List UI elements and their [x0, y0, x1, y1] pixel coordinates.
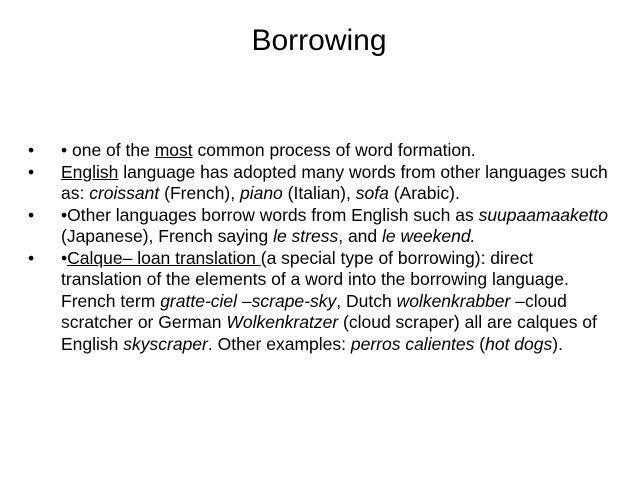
bullet-item — [28, 205, 618, 248]
bullet-text: • one of the most common process of word formation. — [61, 140, 476, 160]
bullet-text: •Calque– loan translation (a special type of borrowing): direct translation of the elements of a word into the borrowing language. French term gratte-ciel –scrape-sky, Dutch wolkenkrabber –cloud scratcher or German Wolkenkratzer (cloud scraper) all are calques of English skyscraper. Other examples: perros calientes (hot dogs). — [61, 247, 597, 354]
bullet-marker: • — [28, 204, 35, 225]
bullet-text: •Other languages borrow words from English such as suupaamaaketto (Japanese), French saying le stress, and le weekend. — [61, 204, 608, 246]
bullet-item — [28, 140, 618, 162]
bullet-marker: • — [28, 161, 35, 182]
bullet-item — [28, 162, 618, 205]
slide-title: Borrowing — [251, 24, 387, 57]
bullet-text: English language has adopted many words from other languages such as: croissant (French), piano (Italian), sofa (Arabic). — [61, 161, 608, 203]
bullet-item — [28, 248, 618, 356]
bullet-marker: • — [28, 140, 35, 160]
bullet-marker: • — [28, 247, 35, 268]
bullet-list — [28, 140, 618, 355]
